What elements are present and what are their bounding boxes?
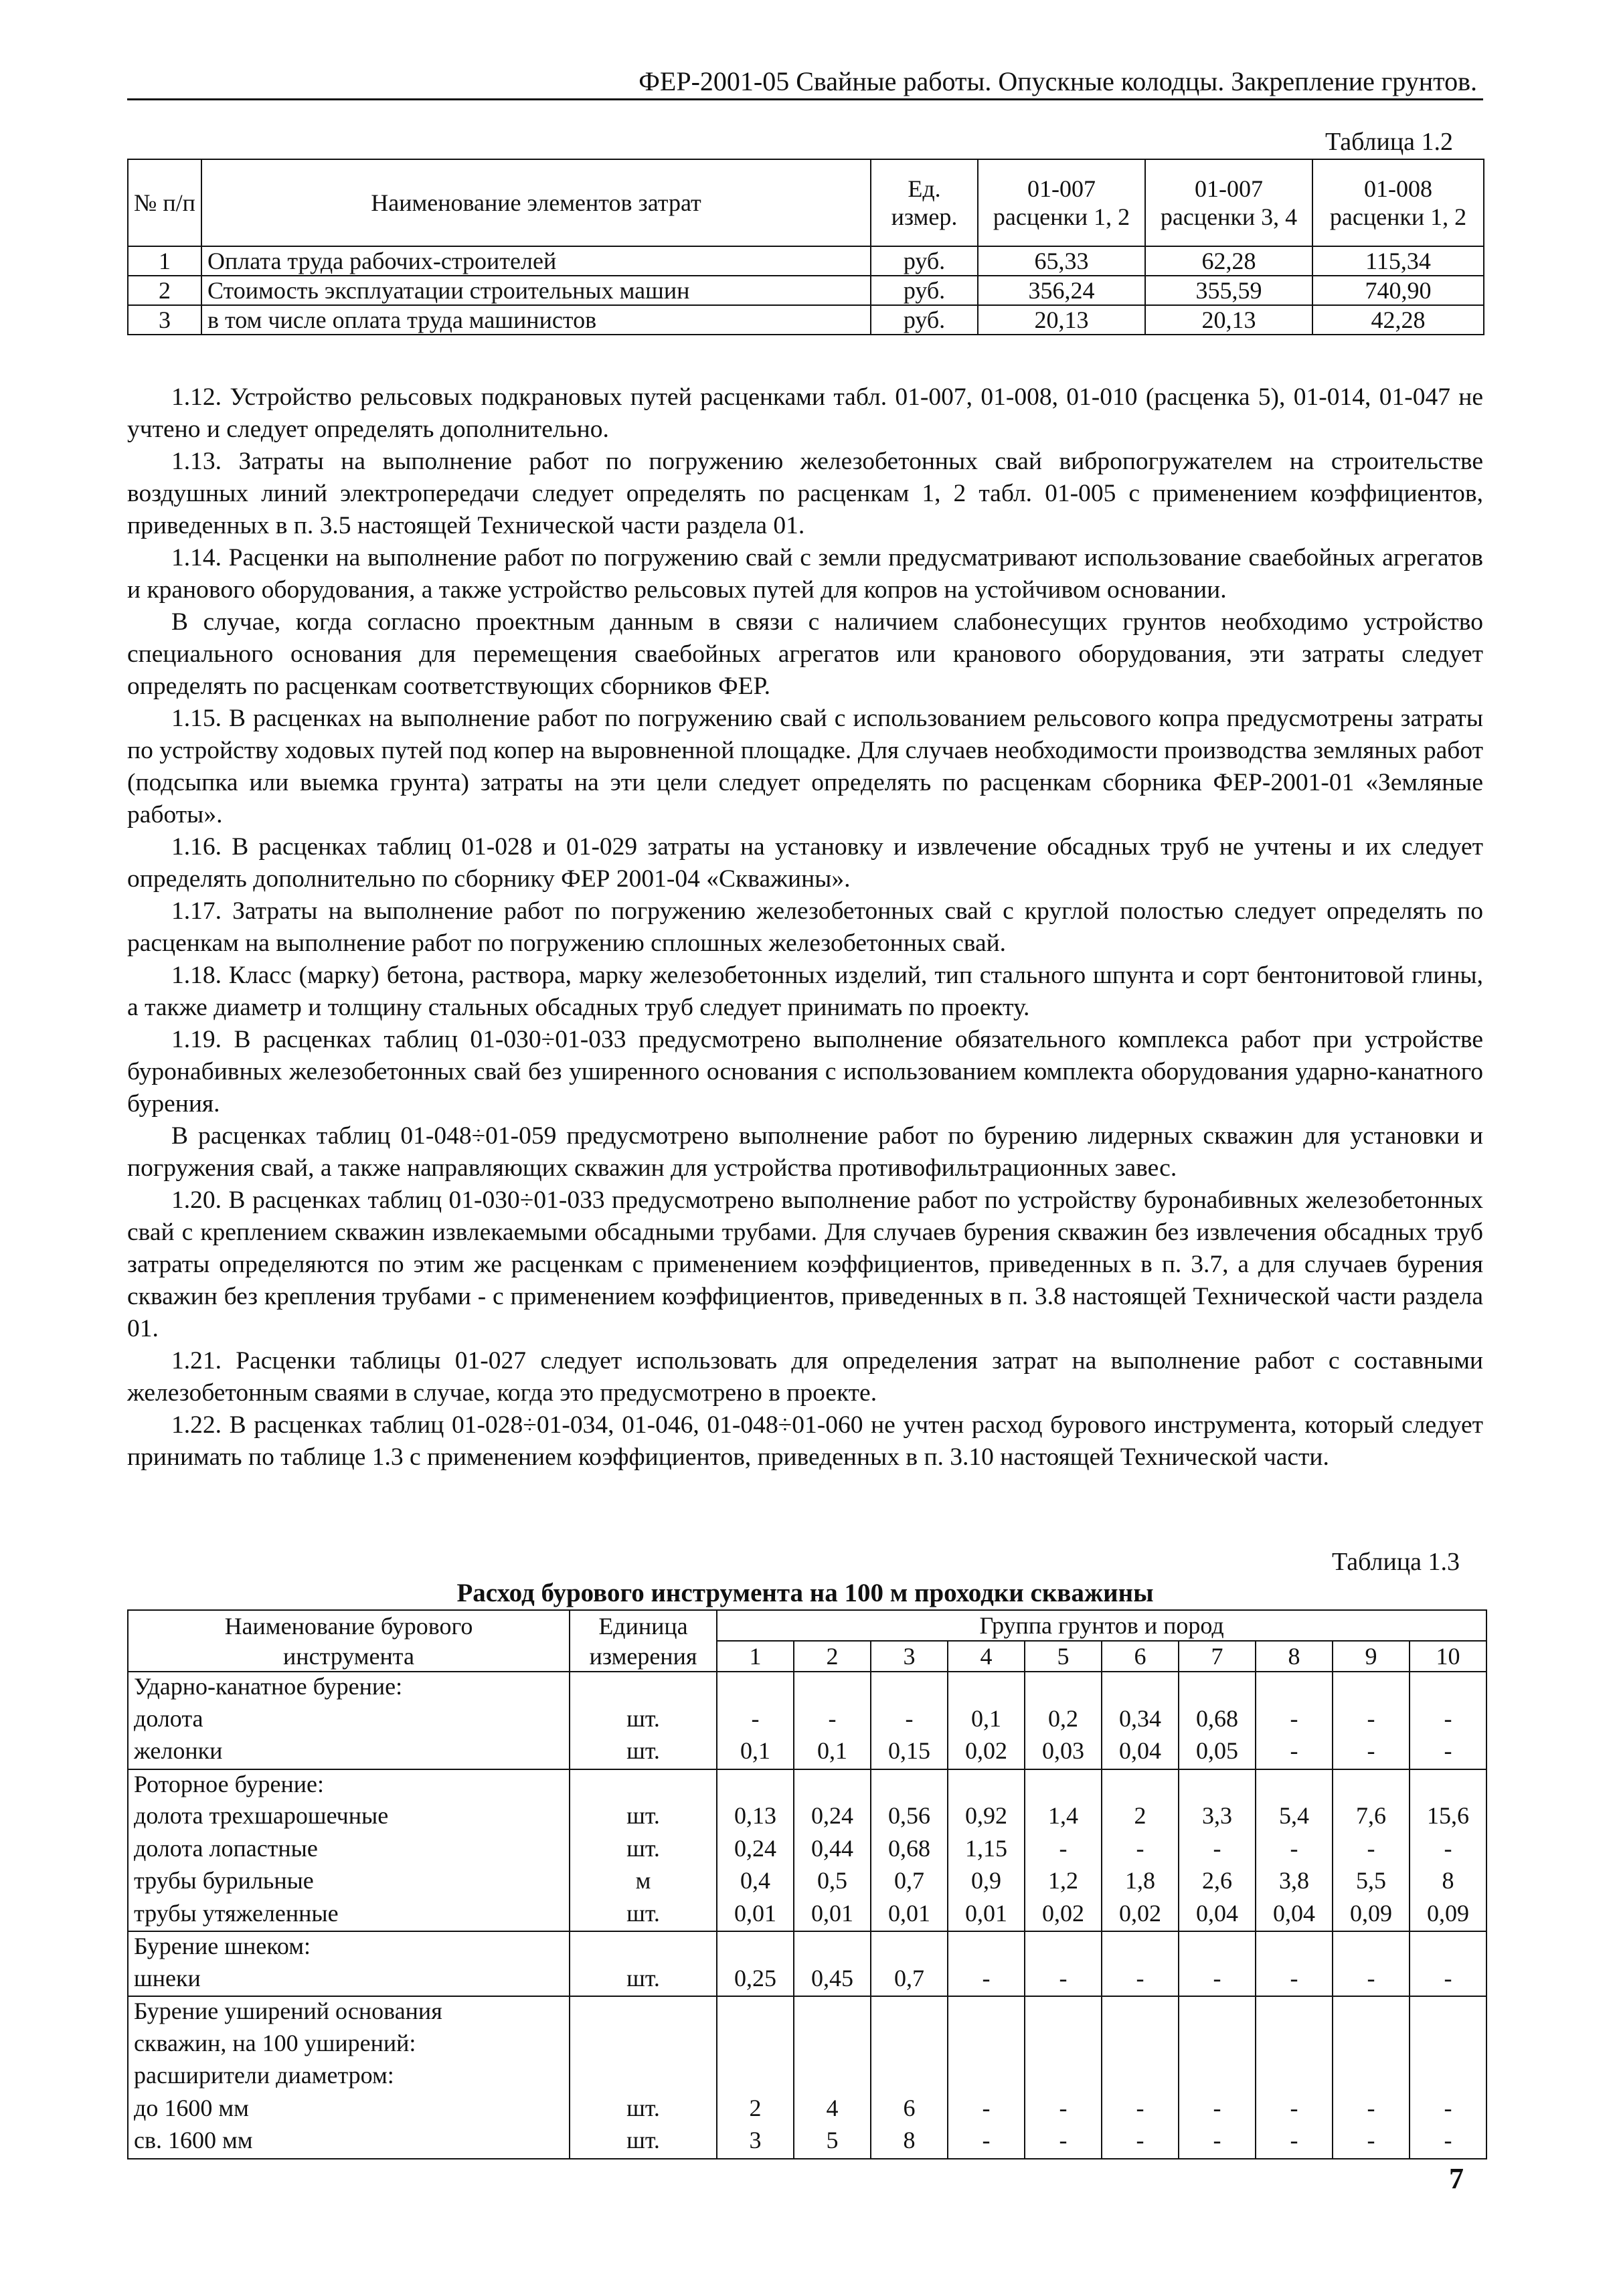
consumption-value: 4	[794, 2094, 871, 2127]
consumption-value: -	[1333, 2094, 1410, 2127]
consumption-value: -	[1410, 1964, 1486, 1997]
consumption-value	[1025, 2061, 1102, 2094]
header-col2: 01-007 расценки 3, 4	[1145, 159, 1312, 246]
table-row	[128, 1834, 1486, 1867]
consumption-value: 0,7	[871, 1866, 948, 1899]
row-unit: руб.	[871, 305, 978, 335]
tool-unit: шт.	[570, 1964, 717, 1997]
consumption-value: -	[1333, 2126, 1410, 2159]
consumption-value: -	[948, 1964, 1025, 1997]
consumption-value	[948, 1672, 1025, 1704]
tool-name: скважин, на 100 уширений:	[128, 2029, 570, 2062]
group-number: 4	[948, 1641, 1025, 1672]
consumption-value: 0,24	[794, 1801, 871, 1834]
consumption-value: 0,04	[1256, 1899, 1333, 1932]
consumption-value	[1102, 2061, 1179, 2094]
tool-name: расширители диаметром:	[128, 2061, 570, 2094]
consumption-value: 0,44	[794, 1834, 871, 1867]
consumption-value	[948, 2029, 1025, 2062]
consumption-value: -	[1256, 2126, 1333, 2159]
tool-unit: шт.	[570, 2094, 717, 2127]
consumption-value: -	[1410, 2094, 1486, 2127]
paragraph-1-14-continued: В случае, когда согласно проектным данным в связи с наличием слабонесущих грунтов необходимо устройство специального основания для перемещения сваебойных агрегатов или кранового оборудования, эти затраты следует определять по расценкам соответствующих сборников ФЕР.	[127, 608, 1483, 700]
consumption-value: -	[1025, 2094, 1102, 2127]
paragraph-1-18: 1.18. Класс (марку) бетона, раствора, марку железобетонных изделий, тип стального шпунта и сорт бентонитовой глины, а также диаметр и толщину стальных обсадных труб следует принимать по проекту.	[127, 962, 1483, 1021]
table-row	[128, 1866, 1486, 1899]
paragraph-1-19: 1.19. В расценках таблиц 01-030÷01-033 предусмотрено выполнение обязательного комплекса работ при устройстве буронабивных железобетонных свай без уширенного основания с использованием комплекта оборудования ударно-канатного бурения.	[127, 1026, 1483, 1118]
row-unit: руб.	[871, 246, 978, 276]
row-value: 20,13	[978, 305, 1145, 335]
consumption-value: 0,4	[717, 1866, 794, 1899]
consumption-value	[871, 1931, 948, 1964]
consumption-value	[717, 1769, 794, 1802]
tool-name: трубы утяжеленные	[128, 1899, 570, 1932]
drilling-tool-table	[127, 1609, 1487, 2159]
row-value: 20,13	[1145, 305, 1312, 335]
running-header: ФЕР-2001-05 Свайные работы. Опускные колодцы. Закрепление грунтов.	[639, 66, 1477, 96]
row-value: 42,28	[1312, 305, 1484, 335]
header-tool-name: Наименование бурового	[128, 1610, 570, 1641]
consumption-value: 1,15	[948, 1834, 1025, 1867]
consumption-value	[1256, 2029, 1333, 2062]
consumption-value: 0,04	[1102, 1737, 1179, 1769]
consumption-value: -	[1410, 1834, 1486, 1867]
paragraph-1-14: 1.14. Расценки на выполнение работ по погружению свай с земли предусматривают использование сваебойных агрегатов и кранового оборудования, а также устройство рельсовых путей для копров на устойчивом основании.	[127, 544, 1483, 604]
consumption-value	[1102, 1931, 1179, 1964]
group-number: 2	[794, 1641, 871, 1672]
consumption-value	[1333, 1996, 1410, 2029]
consumption-value	[1256, 1672, 1333, 1704]
body-text	[127, 381, 1483, 1474]
tool-unit: шт.	[570, 1737, 717, 1769]
consumption-value	[1256, 2061, 1333, 2094]
consumption-value	[1179, 1672, 1256, 1704]
consumption-value: 2	[717, 2094, 794, 2127]
row-unit: руб.	[871, 276, 978, 305]
tool-unit	[570, 1769, 717, 1802]
header-unit-line2: измерения	[570, 1641, 717, 1672]
consumption-value: 0,25	[717, 1964, 794, 1997]
consumption-value	[948, 1931, 1025, 1964]
row-name: Оплата труда рабочих-строителей	[201, 246, 871, 276]
table-row	[128, 1931, 1486, 1964]
consumption-value: 0,03	[1025, 1737, 1102, 1769]
consumption-value	[1025, 1996, 1102, 2029]
consumption-value	[794, 2061, 871, 2094]
consumption-value	[871, 1672, 948, 1704]
row-name: в том числе оплата труда машинистов	[201, 305, 871, 335]
consumption-value	[1256, 1769, 1333, 1802]
consumption-value: -	[1025, 1964, 1102, 1997]
consumption-value	[1410, 1996, 1486, 2029]
consumption-value	[1179, 2029, 1256, 2062]
consumption-value: 5,5	[1333, 1866, 1410, 1899]
tool-name: трубы бурильные	[128, 1866, 570, 1899]
consumption-value: -	[871, 1704, 948, 1737]
consumption-value: -	[717, 1704, 794, 1737]
consumption-value: -	[1102, 1964, 1179, 1997]
consumption-value	[1025, 1672, 1102, 1704]
consumption-value: 3	[717, 2126, 794, 2159]
consumption-value	[1025, 2029, 1102, 2062]
consumption-value	[1102, 1672, 1179, 1704]
consumption-value: -	[1256, 1704, 1333, 1737]
consumption-value: -	[1256, 2094, 1333, 2127]
tool-unit	[570, 1672, 717, 1704]
consumption-value: 0,56	[871, 1801, 948, 1834]
paragraph-1-12: 1.12. Устройство рельсовых подкрановых путей расценками табл. 01-007, 01-008, 01-010 (расценка 5), 01-014, 01-047 не учтено и следует определять дополнительно.	[127, 383, 1483, 443]
consumption-value	[948, 1769, 1025, 1802]
table-row	[128, 1704, 1486, 1737]
table-1-3-caption: Таблица 1.3	[1332, 1548, 1460, 1576]
consumption-value	[1410, 1931, 1486, 1964]
consumption-value: -	[1179, 2126, 1256, 2159]
consumption-value: 5	[794, 2126, 871, 2159]
consumption-value: 0,15	[871, 1737, 948, 1769]
consumption-value: -	[1025, 2126, 1102, 2159]
header-col3: 01-008 расценки 1, 2	[1312, 159, 1484, 246]
tool-unit: шт.	[570, 2126, 717, 2159]
page-number: 7	[1449, 2162, 1464, 2195]
consumption-value: 2	[1102, 1801, 1179, 1834]
table-row	[128, 2094, 1486, 2127]
tool-name: до 1600 мм	[128, 2094, 570, 2127]
consumption-value: -	[1179, 2094, 1256, 2127]
consumption-value: -	[1102, 2126, 1179, 2159]
consumption-value	[1025, 1769, 1102, 1802]
consumption-value	[1102, 1769, 1179, 1802]
row-value: 115,34	[1312, 246, 1484, 276]
table-row	[128, 276, 1484, 305]
tool-unit: шт.	[570, 1704, 717, 1737]
consumption-value: 0,1	[794, 1737, 871, 1769]
tool-name: св. 1600 мм	[128, 2126, 570, 2159]
consumption-value	[1333, 2061, 1410, 2094]
consumption-value: 0,13	[717, 1801, 794, 1834]
consumption-value: 0,02	[948, 1737, 1025, 1769]
tool-unit	[570, 1996, 717, 2029]
consumption-value	[1410, 1672, 1486, 1704]
consumption-value	[1102, 2029, 1179, 2062]
tool-name: долота лопастные	[128, 1834, 570, 1867]
tool-name: Бурение уширений основания	[128, 1996, 570, 2029]
consumption-value: 0,01	[717, 1899, 794, 1932]
consumption-value: 0,24	[717, 1834, 794, 1867]
consumption-value	[948, 1996, 1025, 2029]
consumption-value	[794, 1769, 871, 1802]
consumption-value: -	[1333, 1964, 1410, 1997]
consumption-value: 2,6	[1179, 1866, 1256, 1899]
table-1-3-title: Расход бурового инструмента на 100 м проходки скважины	[456, 1579, 1154, 1607]
row-value: 740,90	[1312, 276, 1484, 305]
table-row	[128, 2126, 1486, 2159]
row-name: Стоимость эксплуатации строительных машин	[201, 276, 871, 305]
consumption-value	[1025, 1931, 1102, 1964]
consumption-value: 0,09	[1410, 1899, 1486, 1932]
tool-name: шнеки	[128, 1964, 570, 1997]
consumption-value	[717, 1672, 794, 1704]
tool-name: Бурение шнеком:	[128, 1931, 570, 1964]
consumption-value: -	[1256, 1964, 1333, 1997]
consumption-value	[1179, 1931, 1256, 1964]
paragraph-1-13: 1.13. Затраты на выполнение работ по погружению железобетонных свай вибропогружателем на строительстве воздушных линий электропередачи следует определять по расценкам 1, 2 табл. 01-005 с применением коэффициентов, приведенных в п. 3.5 настоящей Технической части раздела 01.	[127, 448, 1483, 539]
header-unit: Единица	[570, 1610, 717, 1641]
consumption-value: 0,04	[1179, 1899, 1256, 1932]
consumption-value	[717, 1996, 794, 2029]
header-unit: Ед. измер.	[871, 159, 978, 246]
consumption-value: 0,05	[1179, 1737, 1256, 1769]
tool-unit	[570, 2061, 717, 2094]
paragraph-1-19-continued: В расценках таблиц 01-048÷01-059 предусмотрено выполнение работ по бурению лидерных скважин для установки и погружения свай, а также направляющих скважин для устройства противофильтрационных завес.	[127, 1122, 1483, 1182]
consumption-value: 0,02	[1025, 1899, 1102, 1932]
consumption-value	[794, 2029, 871, 2062]
consumption-value: -	[1333, 1737, 1410, 1769]
tool-name: желонки	[128, 1737, 570, 1769]
consumption-value: 15,6	[1410, 1801, 1486, 1834]
row-value: 65,33	[978, 246, 1145, 276]
consumption-value: 0,1	[717, 1737, 794, 1769]
consumption-value	[1179, 1996, 1256, 2029]
consumption-value: 1,4	[1025, 1801, 1102, 1834]
consumption-value: 8	[871, 2126, 948, 2159]
consumption-value: 0,7	[871, 1964, 948, 1997]
consumption-value: 0,01	[871, 1899, 948, 1932]
consumption-value: 0,68	[1179, 1704, 1256, 1737]
consumption-value: -	[948, 2094, 1025, 2127]
table-row	[128, 1769, 1486, 1802]
consumption-value: -	[1025, 1834, 1102, 1867]
tool-name: долота	[128, 1704, 570, 1737]
consumption-value: -	[794, 1704, 871, 1737]
tool-unit: шт.	[570, 1834, 717, 1867]
consumption-value	[948, 2061, 1025, 2094]
header-soil-groups: Группа грунтов и пород	[717, 1610, 1486, 1641]
consumption-value: -	[1333, 1834, 1410, 1867]
consumption-value: 3,8	[1256, 1866, 1333, 1899]
paragraph-1-17: 1.17. Затраты на выполнение работ по погружению железобетонных свай с круглой полостью следует определять по расценкам на выполнение работ по погружению сплошных железобетонных свай.	[127, 897, 1483, 957]
tool-name: долота трехшарошечные	[128, 1801, 570, 1834]
table-row	[128, 1964, 1486, 1997]
row-num: 1	[128, 246, 201, 276]
consumption-value: -	[1410, 1737, 1486, 1769]
paragraph-1-21: 1.21. Расценки таблицы 01-027 следует использовать для определения затрат на выполнение работ с составными железобетонным сваями в случае, когда это предусмотрено в проекте.	[127, 1347, 1483, 1407]
consumption-value: 0,09	[1333, 1899, 1410, 1932]
consumption-value: -	[1179, 1964, 1256, 1997]
consumption-value	[1102, 1996, 1179, 2029]
consumption-value: 0,1	[948, 1704, 1025, 1737]
group-number: 10	[1410, 1641, 1486, 1672]
group-number: 7	[1179, 1641, 1256, 1672]
consumption-value	[717, 1931, 794, 1964]
consumption-value	[717, 2061, 794, 2094]
tool-name: Роторное бурение:	[128, 1769, 570, 1802]
consumption-value	[794, 1931, 871, 1964]
tool-unit: шт.	[570, 1801, 717, 1834]
header-tool-name-line2: инструмента	[128, 1641, 570, 1672]
row-value: 356,24	[978, 276, 1145, 305]
consumption-value: 8	[1410, 1866, 1486, 1899]
consumption-value	[871, 2029, 948, 2062]
consumption-value: -	[1410, 2126, 1486, 2159]
consumption-value: 0,68	[871, 1834, 948, 1867]
consumption-value: 5,4	[1256, 1801, 1333, 1834]
consumption-value: 0,45	[794, 1964, 871, 1997]
table-row	[128, 246, 1484, 276]
paragraph-1-16: 1.16. В расценках таблиц 01-028 и 01-029 затраты на установку и извлечение обсадных труб не учтены и их следует определять дополнительно по сборнику ФЕР 2001-04 «Скважины».	[127, 833, 1483, 893]
consumption-value: 1,2	[1025, 1866, 1102, 1899]
consumption-value: 0,34	[1102, 1704, 1179, 1737]
table-1-2-caption: Таблица 1.2	[1325, 128, 1454, 156]
table-row	[128, 305, 1484, 335]
consumption-value	[1333, 1931, 1410, 1964]
consumption-value	[1333, 1769, 1410, 1802]
row-value: 62,28	[1145, 246, 1312, 276]
tool-unit: м	[570, 1866, 717, 1899]
consumption-value	[1410, 2029, 1486, 2062]
consumption-value	[1179, 1769, 1256, 1802]
header-num: № п/п	[128, 159, 201, 246]
consumption-value	[794, 1996, 871, 2029]
consumption-value: -	[1102, 1834, 1179, 1867]
consumption-value: -	[1256, 1737, 1333, 1769]
consumption-value: 7,6	[1333, 1801, 1410, 1834]
table-row	[128, 1737, 1486, 1769]
consumption-value	[794, 1672, 871, 1704]
consumption-value: -	[1179, 1834, 1256, 1867]
consumption-value	[1256, 1996, 1333, 2029]
consumption-value: 6	[871, 2094, 948, 2127]
group-number: 9	[1333, 1641, 1410, 1672]
row-value: 355,59	[1145, 276, 1312, 305]
consumption-value: -	[1256, 1834, 1333, 1867]
consumption-value: 0,01	[948, 1899, 1025, 1932]
tool-name: Ударно-канатное бурение:	[128, 1672, 570, 1704]
tool-unit: шт.	[570, 1899, 717, 1932]
consumption-value: 0,01	[794, 1899, 871, 1932]
consumption-value: 0,9	[948, 1866, 1025, 1899]
consumption-value: -	[948, 2126, 1025, 2159]
consumption-value: 3,3	[1179, 1801, 1256, 1834]
tool-unit	[570, 1931, 717, 1964]
consumption-value: 0,02	[1102, 1899, 1179, 1932]
consumption-value	[871, 2061, 948, 2094]
table-row	[128, 2061, 1486, 2094]
table-row	[128, 1672, 1486, 1704]
consumption-value	[1410, 1769, 1486, 1802]
consumption-value	[1333, 1672, 1410, 1704]
table-row	[128, 1996, 1486, 2029]
table-row	[128, 1801, 1486, 1834]
row-num: 2	[128, 276, 201, 305]
group-number: 6	[1102, 1641, 1179, 1672]
cost-elements-table	[127, 159, 1484, 335]
group-number: 3	[871, 1641, 948, 1672]
table-row	[128, 2029, 1486, 2062]
consumption-value: 0,2	[1025, 1704, 1102, 1737]
paragraph-1-20: 1.20. В расценках таблиц 01-030÷01-033 предусмотрено выполнение работ по устройству буронабивных железобетонных свай с креплением скважин извлекаемыми обсадными трубами. Для случаев бурения скважин без извлечения обсадных труб затраты определяются по этим же расценкам с применением коэффициентов, приведенных в п. 3.7, а для случаев бурения скважин без крепления трубами - с применением коэффициентов, приведенных в п. 3.8 настоящей Технической части раздела 01.	[127, 1186, 1483, 1342]
consumption-value	[871, 1769, 948, 1802]
consumption-value: -	[1102, 2094, 1179, 2127]
consumption-value	[1410, 2061, 1486, 2094]
paragraph-1-15: 1.15. В расценках на выполнение работ по погружению свай с использованием рельсового копра предусмотрены затраты по устройству ходовых путей под копер на выровненной площадке. Для случаев необходимости производства земляных работ (подсыпка или выемка грунта) затраты на эти цели следует определять по расценкам сборника ФЕР-2001-01 «Земляные работы».	[127, 705, 1483, 828]
tool-unit	[570, 2029, 717, 2062]
header-name: Наименование элементов затрат	[201, 159, 871, 246]
group-number: 5	[1025, 1641, 1102, 1672]
paragraph-1-22: 1.22. В расценках таблиц 01-028÷01-034, 01-046, 01-048÷01-060 не учтен расход бурового инструмента, который следует принимать по таблице 1.3 с применением коэффициентов, приведенных в п. 3.10 настоящей Технической части.	[127, 1411, 1483, 1471]
consumption-value	[717, 2029, 794, 2062]
row-num: 3	[128, 305, 201, 335]
consumption-value: -	[1333, 1704, 1410, 1737]
group-number: 1	[717, 1641, 794, 1672]
consumption-value	[1333, 2029, 1410, 2062]
consumption-value: 0,5	[794, 1866, 871, 1899]
consumption-value: -	[1410, 1704, 1486, 1737]
consumption-value: 0,92	[948, 1801, 1025, 1834]
consumption-value	[1256, 1931, 1333, 1964]
header-col1: 01-007 расценки 1, 2	[978, 159, 1145, 246]
consumption-value: 1,8	[1102, 1866, 1179, 1899]
consumption-value	[1179, 2061, 1256, 2094]
group-number: 8	[1256, 1641, 1333, 1672]
consumption-value	[871, 1996, 948, 2029]
table-row	[128, 1899, 1486, 1932]
header-rule	[127, 98, 1483, 100]
